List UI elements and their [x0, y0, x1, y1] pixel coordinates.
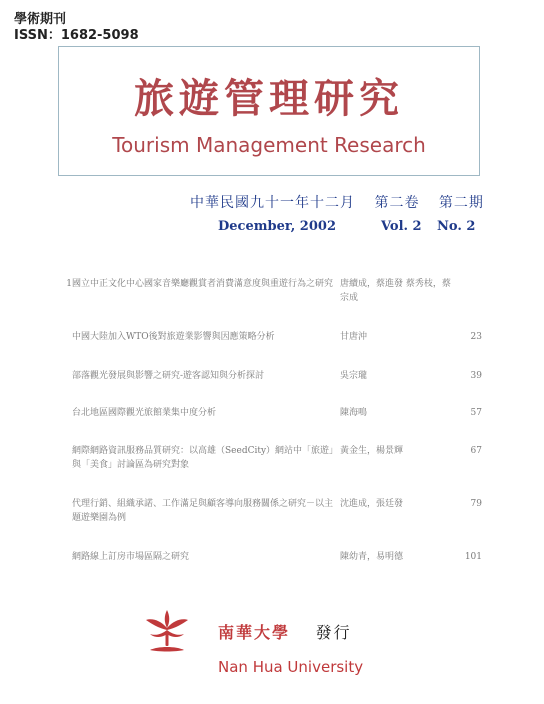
journal-title-chinese: 旅遊管理研究: [134, 75, 404, 122]
issue-volume-cn: 第二卷: [374, 195, 420, 211]
toc-entry-title: 中國大陸加入WTO後對旅遊業影響與因應策略分析: [72, 332, 275, 342]
toc-entry-authors: 陳幼青，易明德: [340, 552, 404, 562]
nan-hua-university-logo-icon: [140, 606, 194, 656]
publisher-english: Nan Hua University: [218, 658, 364, 676]
toc-entry-title: 網路線上訂房市場區隔之研究: [72, 552, 190, 562]
toc-entry-page: 23: [470, 332, 482, 342]
issue-line-chinese: [190, 192, 498, 212]
title-box: [58, 46, 480, 176]
toc-entry-authors: 黃金生，楊景輝: [340, 446, 404, 456]
toc-entry-page: 101: [464, 552, 482, 562]
toc-entry-title: 部落觀光發展與影響之研究-遊客認知與分析探討: [72, 371, 265, 381]
toc-entry-page: 67: [470, 446, 482, 456]
issue-number-en: No. 2: [437, 219, 476, 234]
toc-entry-page: 57: [470, 408, 482, 418]
publisher-issued-label: 發行: [315, 623, 352, 642]
toc-entry-authors: 甘唐沖: [340, 332, 368, 342]
toc-entry-authors: 沈進成，張廷發: [340, 499, 404, 509]
issue-number-cn: 第二期: [438, 195, 484, 211]
toc-entry-authors: 陳海鳴: [340, 408, 368, 418]
publisher-name-cn: 南華大學: [218, 623, 291, 642]
toc-entry-page: 1: [66, 279, 72, 289]
toc-entry-title: 國立中正文化中心國家音樂廳觀賞者消費滿意度與重遊行為之研究: [72, 279, 334, 289]
issue-date-cn: 中華民國九十一年十二月: [190, 195, 355, 211]
toc-entry-authors: 唐續成，蔡進發 蔡秀枝，蔡宗成: [340, 279, 451, 303]
toc-entry-authors: 吳宗瓏: [340, 371, 368, 381]
toc-entry-title: 代理行銷、組織承諾、工作滿足與顧客導向服務關係之研究－以主題遊樂園為例: [72, 499, 334, 523]
journal-type-label: 學術期刊: [14, 12, 67, 27]
journal-title-english: Tourism Management Research: [112, 133, 426, 157]
toc-entry-page: 39: [470, 371, 482, 381]
toc-entry-page: 79: [470, 499, 482, 509]
issue-volume-en: Vol. 2: [381, 219, 422, 234]
toc-entry-title: 網際網路資訊服務品質研究：以高雄（SeedCity）網站中「旅遊」與「美食」討論區為研究對象: [72, 446, 334, 470]
issue-date-en: December, 2002: [218, 219, 336, 234]
issn-label: ISSN：1682-5098: [14, 28, 139, 43]
publisher-chinese: [218, 620, 352, 643]
toc-entry-title: 台北地區國際觀光旅館業集中度分析: [72, 408, 217, 418]
